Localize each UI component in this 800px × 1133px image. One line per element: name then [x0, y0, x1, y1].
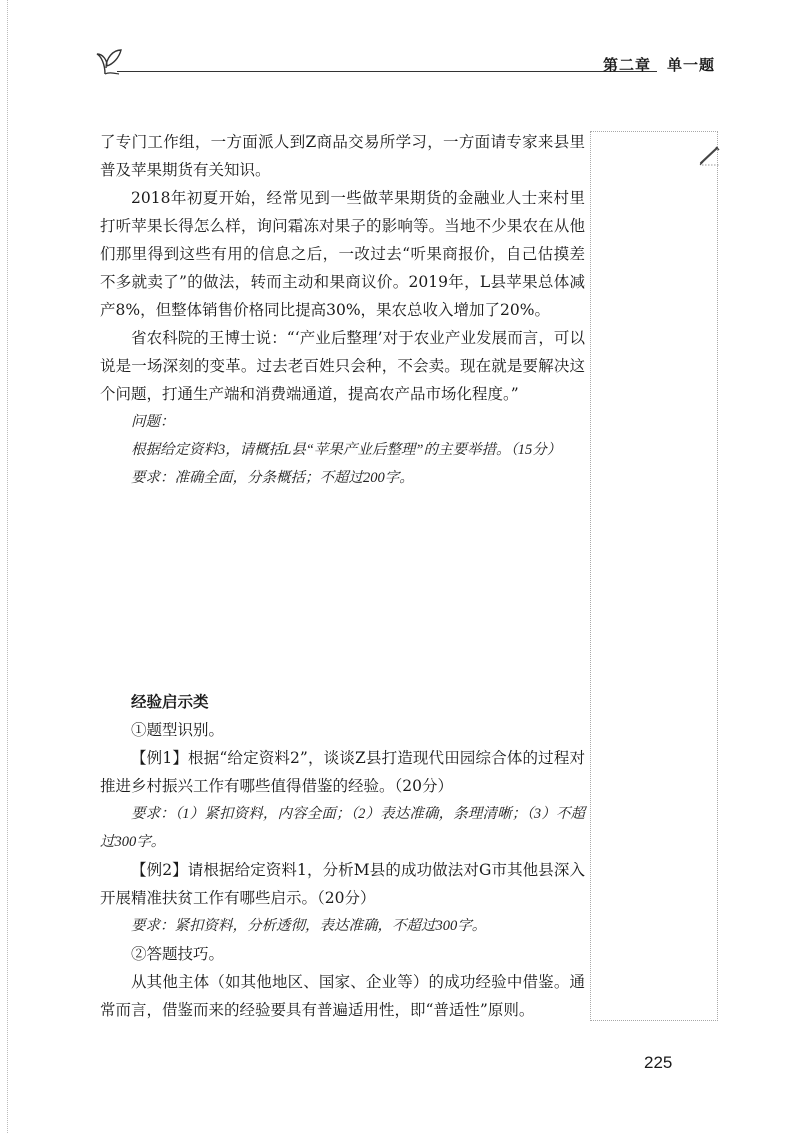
example-1: 【例1】根据“给定资料2”，谈谈Z县打造现代田园综合体的过程对推进乡村振兴工作有哪些值得借鉴的经验。（20分）: [100, 749, 585, 795]
paragraph-1: 了专门工作组，一方面派人到Z商品交易所学习，一方面请专家来县里普及苹果期货有关知识。: [100, 133, 585, 179]
example-2: 【例2】请根据给定资料1，分析M县的成功做法对G市其他县深入开展精准扶贫工作有哪些启示。（20分）: [100, 861, 585, 907]
chapter-title: 第二章 单一题: [602, 56, 715, 74]
question-requirement: 要求：准确全面，分条概括；不超过200字。: [131, 470, 414, 486]
header-rule: [117, 71, 657, 72]
running-header: [95, 44, 715, 84]
pen-icon: [698, 144, 722, 170]
notes-margin-box: [590, 131, 718, 1021]
question-label: 问题：: [131, 414, 175, 430]
paragraph-3: 省农科院的王博士说：“‘产业后整理’对于农业产业发展而言，可以说是一场深刻的变革。过去老百姓只会种，不会卖。现在就是要解决这个问题，打通生产端和消费端通道，提高农产品市场化程度。”: [100, 329, 585, 403]
question-text: 根据给定资料3，请概括L县“苹果产业后整理”的主要举措。（15分）: [131, 442, 562, 458]
paragraph-2: 2018年初夏开始，经常见到一些做苹果期货的金融业人士来村里打听苹果长得怎么样，询问霜冻对果子的影响等。当地不少果农在从他们那里得到这些有用的信息之后，一改过去“听果商报价，自己估摸差不多就卖了”的做法，转而主动和果商议价。2019年，L县苹果总体减产8%，但整体销售价格同比提高30%，果农总收入增加了20%。: [100, 189, 585, 319]
section-experience: [100, 688, 585, 1024]
example-2-requirement: 要求：紧扣资料，分析透彻，表达准确，不超过300字。: [131, 918, 487, 934]
example-1-requirement: 要求：（1）紧扣资料，内容全面；（2）表达准确，条理清晰；（3）不超过300字。: [100, 806, 585, 850]
page-binding-edge: [7, 0, 8, 1133]
section-heading: 经验启示类: [131, 693, 209, 711]
sprout-leaf-icon: [95, 46, 129, 80]
subheading-techniques: ②答题技巧。: [131, 945, 225, 963]
technique-paragraph: 从其他主体（如其他地区、国家、企业等）的成功经验中借鉴。通常而言，借鉴而来的经验要具有普遍适用性，即“普适性”原则。: [100, 973, 585, 1019]
section-material: [100, 128, 585, 492]
subheading-identification: ①题型识别。: [131, 721, 225, 739]
page-number: 225: [644, 1053, 673, 1072]
